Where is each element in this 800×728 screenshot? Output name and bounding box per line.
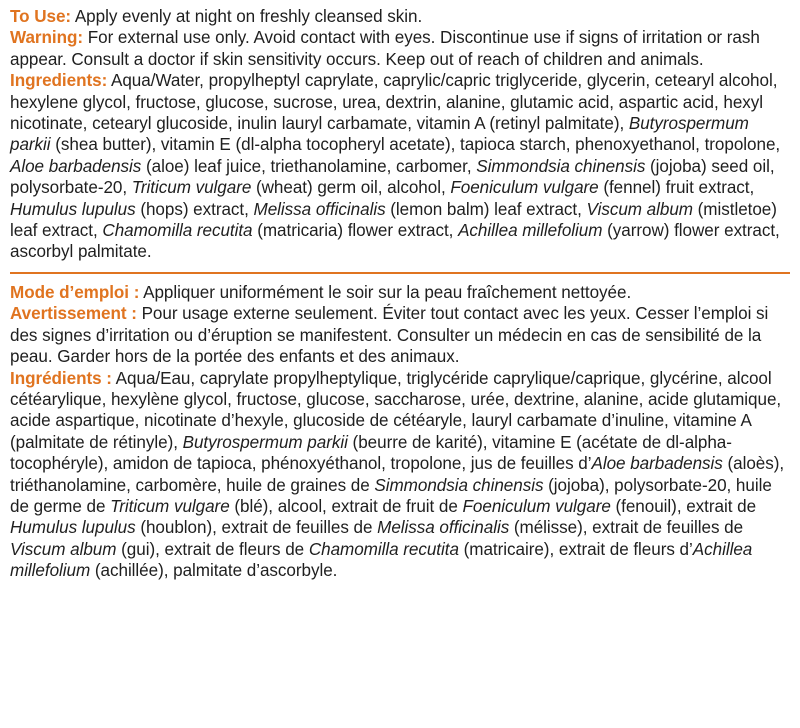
botanical-name: Aloe barbadensis [10, 156, 142, 176]
botanical-name: Viscum album [10, 539, 117, 559]
avertissement-text: Pour usage externe seulement. Éviter tout contact avec les yeux. Cesser l’emploi si des signes d’irritation ou d’éruption se manifestent. Consulter un médecin en cas de sensibilité de la peau. Garder hors de la portée des enfants et des animaux. [10, 304, 769, 367]
botanical-name: Butyrospermum parkii [182, 432, 348, 452]
ingredient-text-run: (beurre de karité), vitamine E (acétate de dl-alpha-tocophéryle), amidon de tapioca, phénoxyéthanol, tropolone, jus de feuilles d’ [10, 432, 732, 474]
ingredient-text-run: (jojoba) seed oil, polysorbate-20, [10, 156, 775, 198]
warning-heading: Warning: [10, 28, 84, 48]
section-divider [10, 272, 790, 274]
ingredient-text-run: (mélisse), extrait de feuilles de [509, 518, 744, 538]
ingredient-text-run: (shea butter), vitamin E (dl-alpha tocopheryl acetate), tapioca starch, phenoxyethanol, tropolone, [50, 135, 781, 155]
botanical-name: Achillea millefolium [10, 539, 753, 581]
avertissement-paragraph [10, 303, 790, 367]
botanical-name: Humulus lupulus [10, 199, 136, 219]
ingredients-heading: Ingredients: [10, 71, 108, 91]
french-section [10, 282, 790, 582]
english-section [10, 6, 790, 263]
botanical-name: Chamomilla recutita [102, 221, 253, 241]
ingredient-text-run: (lemon balm) leaf extract, [385, 199, 587, 219]
ingredient-text-run: (yarrow) flower extract, ascorbyl palmitate. [10, 221, 780, 262]
botanical-name: Foeniculum vulgare [450, 178, 599, 198]
ingredient-text-run: (jojoba), polysorbate-20, huile de germe de [10, 475, 772, 516]
ingredient-text-run: (houblon), extrait de feuilles de [135, 518, 378, 538]
ingredient-text-run: (achillée), palmitate d’ascorbyle. [90, 561, 338, 581]
botanical-name: Aloe barbadensis [591, 454, 723, 474]
botanical-name: Triticum vulgare [110, 496, 230, 516]
botanical-name: Viscum album [586, 199, 693, 219]
botanical-name: Chamomilla recutita [308, 539, 459, 559]
botanical-name: Humulus lupulus [10, 518, 136, 538]
ingredient-text-run: (fenouil), extrait de [610, 496, 757, 516]
botanical-name: Melissa officinalis [253, 199, 386, 219]
ingredients-fr-heading: Ingrédients : [10, 368, 112, 388]
botanical-name: Foeniculum vulgare [462, 496, 611, 516]
ingredient-text-run: Aqua/Eau, caprylate propylheptylique, triglycéride caprylique/caprique, glycérine, alcool cétéarylique, hexylène glycol, fructose, glucose, saccharose, urée, dextrine, alanine, acide glutamique, acide aspartique, nicotinate d’hexyle, glucoside de cétéaryle, lauryl carbamate d’inuline, vitamine A (palmitate de rétinyle), [10, 368, 782, 452]
to-use-heading: To Use: [10, 7, 72, 26]
ingredient-text-run: (wheat) germ oil, alcohol, [251, 178, 451, 198]
ingredient-text-run: (matricaria) flower extract, [252, 221, 459, 241]
botanical-name: Achillea millefolium [458, 221, 603, 241]
ingredient-text-run: (hops) extract, [135, 199, 254, 219]
botanical-name: Butyrospermum parkii [10, 114, 749, 155]
to-use-paragraph [10, 6, 790, 27]
mode-emploi-heading: Mode d’emploi : [10, 282, 140, 302]
warning-paragraph [10, 27, 790, 70]
ingredient-text-run: Aqua/Water, propylheptyl caprylate, caprylic/capric triglyceride, glycerin, cetearyl alcohol, hexylene glycol, fructose, glucose, sucrose, urea, dextrin, alanine, glutamic acid, aspartic acid, hexyl nicotinate, cetearyl glucoside, inulin lauryl carbamate, vitamin A (retinyl palmitate), [10, 71, 778, 134]
ingredient-text-run: (fennel) fruit extract, [598, 178, 755, 198]
ingredients-paragraph [10, 70, 790, 263]
botanical-name: Simmondsia chinensis [374, 475, 544, 495]
ingredient-text-run: (mistletoe) leaf extract, [10, 199, 777, 241]
ingredient-text-run: (aloe) leaf juice, triethanolamine, carbomer, [141, 156, 477, 176]
botanical-name: Melissa officinalis [377, 518, 510, 538]
warning-text: For external use only. Avoid contact with eyes. Discontinue use if signs of irritation or rash appear. Consult a doctor if skin sensitivity occurs. Keep out of reach of children and animals. [10, 28, 760, 69]
mode-emploi-text: Appliquer uniformément le soir sur la peau fraîchement nettoyée. [139, 282, 632, 302]
mode-emploi-paragraph [10, 282, 790, 303]
ingredient-text-run: (gui), extrait de fleurs de [116, 539, 309, 559]
ingredient-text-run: (aloès), triéthanolamine, carbomère, huile de graines de [10, 454, 785, 495]
ingredients-fr-paragraph [10, 368, 790, 582]
ingredients-fr-text [10, 369, 784, 581]
avertissement-heading: Avertissement : [10, 304, 137, 324]
ingredient-text-run: (blé), alcool, extrait de fruit de [229, 496, 463, 516]
botanical-name: Simmondsia chinensis [476, 156, 646, 176]
botanical-name: Triticum vulgare [131, 178, 252, 198]
ingredients-text [10, 71, 780, 261]
ingredient-text-run: (matricaire), extrait de fleurs d’ [458, 539, 693, 559]
to-use-text: Apply evenly at night on freshly cleansed skin. [71, 7, 423, 26]
